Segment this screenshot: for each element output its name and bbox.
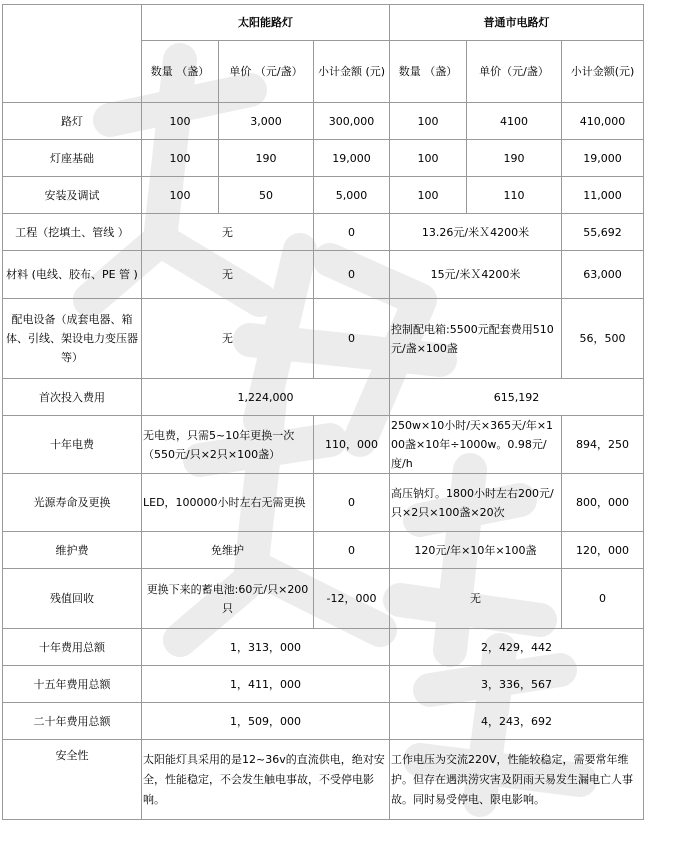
grid-qty: 100 (390, 177, 467, 214)
table-row (3, 214, 644, 251)
solar-total: 1，411，000 (142, 666, 390, 703)
grid-subtotal: 63,000 (562, 251, 644, 299)
grid-subtotal: 56，500 (562, 299, 644, 379)
solar-qty: 100 (142, 103, 219, 140)
solar-detail: LED，100000小时左右无需更换 (142, 474, 314, 532)
solar-qty: 100 (142, 177, 219, 214)
solar-price-header: 单价 （元/盏） (219, 41, 314, 103)
table-row (3, 474, 644, 532)
grid-detail: 13.26元/米Ｘ4200米 (390, 214, 562, 251)
table-row (3, 103, 644, 140)
row-label: 材料 (电线、胶布、PE 管 ) (3, 251, 142, 299)
row-label: 二十年费用总额 (3, 703, 142, 740)
row-label: 配电设备（成套电器、箱体、引线、架设电力变压器等） (3, 299, 142, 379)
solar-subtotal: 0 (314, 532, 390, 569)
solar-subtotal-header: 小计金额 (元) (314, 41, 390, 103)
grid-detail: 无 (390, 569, 562, 629)
grid-subtotal: 11,000 (562, 177, 644, 214)
grid-price: 190 (467, 140, 562, 177)
solar-subtotal: 300,000 (314, 103, 390, 140)
solar-subtotal: 0 (314, 251, 390, 299)
solar-detail: 太阳能灯具采用的是12~36v的直流供电，绝对安全，性能稳定，不会发生触电事故，不受停电影响。 (142, 740, 390, 820)
table-row (3, 703, 644, 740)
grid-subtotal-header: 小计金额(元) (562, 41, 644, 103)
solar-detail: 无 (142, 214, 314, 251)
row-label: 十年费用总额 (3, 629, 142, 666)
table-row (3, 251, 644, 299)
grid-subtotal: 19,000 (562, 140, 644, 177)
grid-subtotal: 120，000 (562, 532, 644, 569)
header-row (3, 5, 644, 41)
row-label: 残值回收 (3, 569, 142, 629)
row-label: 灯座基础 (3, 140, 142, 177)
grid-price: 110 (467, 177, 562, 214)
grid-subtotal: 894，250 (562, 416, 644, 474)
grid-subtotal: 0 (562, 569, 644, 629)
row-label: 光源寿命及更换 (3, 474, 142, 532)
solar-total: 1，509，000 (142, 703, 390, 740)
solar-detail: 更换下来的蓄电池:60元/只×200只 (142, 569, 314, 629)
solar-qty-header: 数量 （盏） (142, 41, 219, 103)
solar-subtotal: 19,000 (314, 140, 390, 177)
solar-price: 3,000 (219, 103, 314, 140)
row-label: 首次投入费用 (3, 379, 142, 416)
solar-total: 1，313，000 (142, 629, 390, 666)
solar-price: 190 (219, 140, 314, 177)
table-row (3, 299, 644, 379)
grid-detail: 高压钠灯。1800小时左右200元/只×2只×100盏×20次 (390, 474, 562, 532)
row-label: 安全性 (3, 740, 142, 820)
solar-subtotal: 0 (314, 474, 390, 532)
solar-detail: 无 (142, 299, 314, 379)
solar-subtotal: 5,000 (314, 177, 390, 214)
grid-total: 2，429，442 (390, 629, 644, 666)
solar-header: 太阳能路灯 (142, 5, 390, 41)
header-corner-cell (3, 5, 142, 103)
solar-qty: 100 (142, 140, 219, 177)
grid-total: 3，336，567 (390, 666, 644, 703)
solar-total: 1,224,000 (142, 379, 390, 416)
table-row (3, 629, 644, 666)
grid-header: 普通市电路灯 (390, 5, 644, 41)
row-label: 十年电费 (3, 416, 142, 474)
row-label: 安装及调试 (3, 177, 142, 214)
grid-qty-header: 数量 （盏） (390, 41, 467, 103)
table-row (3, 740, 644, 820)
solar-subtotal: -12，000 (314, 569, 390, 629)
solar-subtotal: 0 (314, 299, 390, 379)
table-row (3, 532, 644, 569)
table-row (3, 177, 644, 214)
grid-detail: 工作电压为交流220V，性能较稳定，需要常年维护。但存在遇洪涝灾害及阴雨天易发生漏电亡人事故。同时易受停电、限电影响。 (390, 740, 644, 820)
grid-total: 4，243，692 (390, 703, 644, 740)
solar-detail: 免维护 (142, 532, 314, 569)
table-row (3, 140, 644, 177)
solar-detail: 无电费，只需5~10年更换一次（550元/只×2只×100盏） (142, 416, 314, 474)
comparison-table (2, 4, 644, 820)
grid-subtotal: 410,000 (562, 103, 644, 140)
grid-qty: 100 (390, 103, 467, 140)
grid-detail: 15元/米Ｘ4200米 (390, 251, 562, 299)
row-label: 路灯 (3, 103, 142, 140)
table-row (3, 416, 644, 474)
grid-detail: 控制配电箱:5500元配套费用510元/盏×100盏 (390, 299, 562, 379)
table-row (3, 379, 644, 416)
table-row (3, 666, 644, 703)
grid-price: 4100 (467, 103, 562, 140)
solar-detail: 无 (142, 251, 314, 299)
grid-subtotal: 800，000 (562, 474, 644, 532)
table-row (3, 569, 644, 629)
grid-subtotal: 55,692 (562, 214, 644, 251)
grid-detail: 120元/年×10年×100盏 (390, 532, 562, 569)
row-label: 维护费 (3, 532, 142, 569)
grid-qty: 100 (390, 140, 467, 177)
grid-detail: 250w×10小时/天×365天/年×100盏×10年÷1000w。0.98元/度/h (390, 416, 562, 474)
grid-total: 615,192 (390, 379, 644, 416)
solar-subtotal: 0 (314, 214, 390, 251)
solar-subtotal: 110，000 (314, 416, 390, 474)
grid-price-header: 单价（元/盏） (467, 41, 562, 103)
row-label: 十五年费用总额 (3, 666, 142, 703)
solar-price: 50 (219, 177, 314, 214)
row-label: 工程（挖填土、管线 ） (3, 214, 142, 251)
